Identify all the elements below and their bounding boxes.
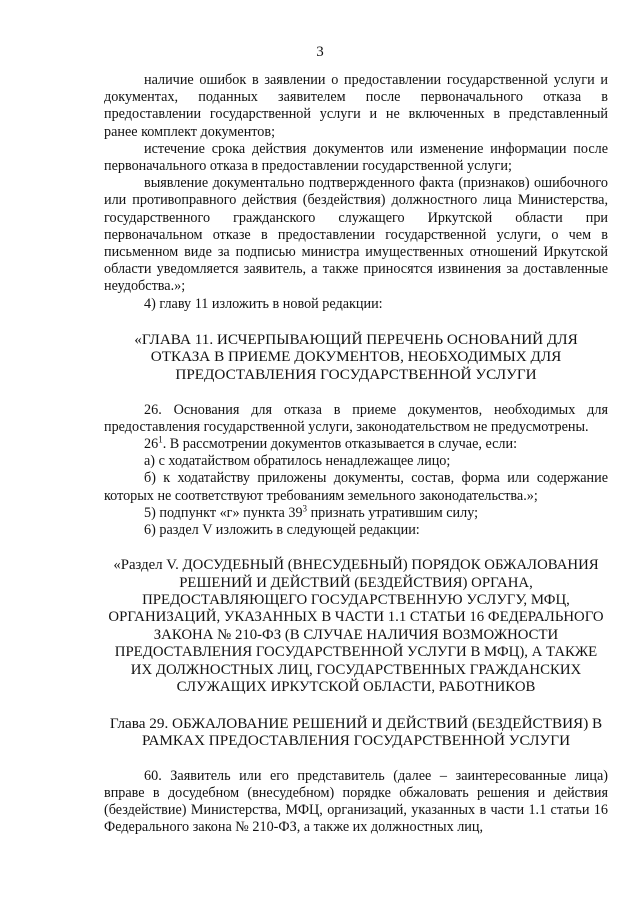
- document-body: [104, 72, 608, 837]
- paragraph-item-60: 60. Заявитель или его представитель (далее – заинтересованные лица) вправе в досудебном (внесудебном) порядке обжаловать решения и действия (бездействие) Министерства, МФЦ, организаций, указанных в части 1.1 статьи 16 Федерального закона № 210-ФЗ, а также их должностных лиц,: [104, 767, 608, 836]
- section-5-heading: [104, 557, 608, 696]
- section-5-title: ДОСУДЕБНЫЙ (ВНЕСУДЕБНЫЙ) ПОРЯДОК ОБЖАЛОВАНИЯ РЕШЕНИЙ И ДЕЙСТВИЙ (БЕЗДЕЙСТВИЯ) ОРГАНА, ПРЕДОСТАВЛЯЮЩЕГО ГОСУДАРСТВЕННУЮ УСЛУГУ, МФЦ, ОРГАНИЗАЦИЙ, УКАЗАННЫХ В ЧАСТИ 1.1 СТАТЬИ 16 ФЕДЕРАЛЬНОГО ЗАКОНА № 210-ФЗ (В СЛУЧАЕ НАЛИЧИЯ ВОЗМОЖНОСТИ ПРЕДОСТАВЛЕНИЯ ГОСУДАРСТВЕННОЙ УСЛУГИ В МФЦ), А ТАКЖЕ ИХ ДОЛЖНОСТНЫХ ЛИЦ, ГОСУДАРСТВЕННЫХ ГРАЖДАНСКИХ СЛУЖАЩИХ ИРКУТСКОЙ ОБЛАСТИ, РАБОТНИКОВ: [108, 557, 604, 696]
- paragraph-errors: наличие ошибок в заявлении о предоставлении государственной услуги и документах, поданных заявителем после первоначального отказа в предоставлении государственной услуги и не включенных в представленный ранее комплект документов;: [104, 72, 608, 140]
- paragraph-item-26-1: [104, 436, 608, 453]
- section-5-lead: «Раздел V.: [113, 557, 183, 574]
- paragraph-item-26: 26. Основания для отказа в приеме документов, необходимых для предоставления государственной услуги, законодательством не предусмотрены.: [104, 401, 608, 435]
- paragraph-item-6: 6) раздел V изложить в следующей редакции:: [144, 522, 420, 539]
- item-26-1-text: . В рассмотрении документов отказывается в случае, если:: [162, 436, 518, 453]
- paragraph-item-a: а) с ходатайством обратилось ненадлежащее лицо;: [144, 453, 451, 470]
- paragraph-item-4: 4) главу 11 изложить в новой редакции:: [144, 295, 383, 312]
- paragraph-item-5: [104, 505, 608, 522]
- item-5-superscript: 3: [302, 503, 308, 514]
- item-5-text-pre: 5) подпункт «г» пункта 39: [144, 504, 303, 521]
- paragraph-expiry: истечение срока действия документов или изменение информации после первоначального отказа в предоставлении государственной услуги;: [104, 140, 608, 175]
- item-26-1-superscript: 1: [158, 434, 163, 445]
- item-26-1-number: 26: [144, 436, 159, 453]
- page-number: 3: [316, 44, 324, 60]
- paragraph-misconduct: выявление документально подтвержденного факта (признаков) ошибочного или противоправного действия (бездействия) должностного лица Министерства, государственного гражданского служащего Иркутской области при первоначальном отказе в предоставлении государственной услуги, о чем в письменном виде за подписью министра имущественных отношений Иркутской области уведомляется заявитель, а также приносятся извинения за доставленные неудобства.»;: [104, 175, 608, 295]
- paragraph-item-b: б) к ходатайству приложены документы, состав, форма или содержание которых не соответствуют требованиям земельного законодательства.»;: [104, 470, 608, 504]
- chapter-29-heading: Глава 29. ОБЖАЛОВАНИЕ РЕШЕНИЙ И ДЕЙСТВИЙ (БЕЗДЕЙСТВИЯ) В РАМКАХ ПРЕДОСТАВЛЕНИЯ ГОСУДАРСТВЕННОЙ УСЛУГИ: [109, 714, 603, 750]
- chapter-11-heading: «ГЛАВА 11. ИСЧЕРПЫВАЮЩИЙ ПЕРЕЧЕНЬ ОСНОВАНИЙ ДЛЯ ОТКАЗА В ПРИЕМЕ ДОКУМЕНТОВ, НЕОБХОДИМЫХ ДЛЯ ПРЕДОСТАВЛЕНИЯ ГОСУДАРСТВЕННОЙ УСЛУГИ: [134, 330, 578, 384]
- item-5-text-post: признать утратившим силу;: [307, 504, 479, 521]
